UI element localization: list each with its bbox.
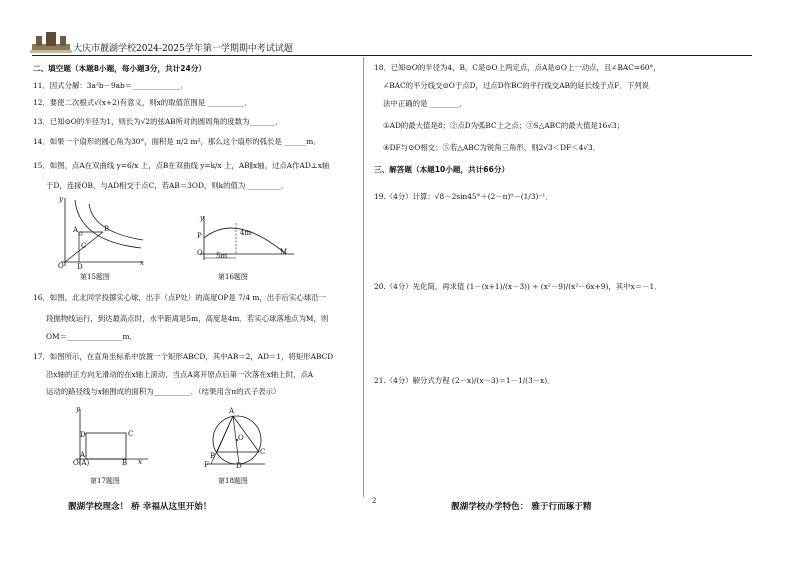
question-18-options-1: ①AD的最大值是8；②点D为弧BC上之点；③S△ABC的最大值是16√3； [383, 121, 625, 130]
figure-16 [196, 214, 296, 264]
question-15-line-1: 15．如图，点A在双曲线 y=6/x 上，点B在双曲线 y=k/x 上，AB∥x轴，过点A作AD⊥x轴 [33, 161, 330, 170]
f16-4m-label: 4m [240, 229, 252, 237]
f15-o-label: O [58, 262, 64, 270]
school-logo-icon [30, 30, 72, 54]
question-16-line-1: 16．如图，北北同学投掷实心球，出手（点P处）的高度OP是 7/4 m，出手后实心球沿一 [33, 293, 326, 302]
f17-y-label: y [76, 405, 80, 413]
question-17-line-1: 17．如图所示，在直角坐标系中放置一个矩形ABCD，其中AB＝2，AD＝1，将矩形ABCD [33, 352, 334, 361]
question-14: 14．如果一个扇形的圆心角为30°，面积是 π/2 m²，那么这个扇形的弧长是 ______m． [33, 137, 321, 146]
footer-left-motto: 靓湖学校理念！ 桥 幸福从这里开始！ [68, 502, 212, 512]
column-divider [363, 57, 364, 497]
footer-right-motto: 靓湖学校办学特色： 雅于行而琢于精 [451, 502, 592, 512]
question-13: 13．已知⊙O的半径为1，则长为√2的弦AB所对的圆周角的度数为_______． [33, 117, 283, 126]
question-16-line-3: OM＝_______________m． [46, 332, 137, 341]
f18-d-label: D [236, 462, 242, 470]
question-18-line-2: ∠BAC的平分线交⊙O于点D，过点D作BC的平行线交AB的延长线于点F．下列说 [383, 81, 649, 90]
caption-figure-15: 第15题图 [80, 273, 110, 281]
f16-m-label: M [280, 248, 288, 256]
header-rule [32, 55, 752, 56]
caption-figure-16: 第16题图 [218, 273, 248, 281]
f16-o-label: O [197, 249, 203, 257]
question-19: 19.（4分）计算：√8－2sin45°＋(2－π)⁰－(1/3)⁻¹． [374, 192, 553, 201]
f15-d-label: D [77, 263, 83, 271]
question-15-line-2: 于D，连接OB，与AD相交于点C，若AB＝3OD，则k的值为 _________． [46, 181, 289, 190]
question-21: 21.（4分）解分式方程 (2－x)/(x－3)＝1－1/(3－x)． [374, 376, 555, 385]
f17-a-label: A [80, 451, 86, 459]
f17-x-label: x [138, 458, 142, 466]
f15-b-label: B [104, 225, 110, 233]
f16-p-label: P [197, 232, 202, 240]
question-11: 11．因式分解：3a²b－9ab＝_____________． [33, 81, 188, 90]
f17-c-label: C [128, 430, 134, 438]
f15-x-label: x [140, 259, 144, 267]
section-2-heading: 二、填空题（本题8小题，每小题3分，共计24分） [33, 64, 207, 73]
caption-figure-17: 第17题图 [90, 477, 120, 485]
f15-a-label: A [73, 226, 79, 234]
f18-a-label: A [229, 407, 235, 415]
page-number: 2 [372, 497, 377, 505]
f15-c-label: C [81, 242, 87, 250]
exam-title: 大庆市靓湖学校2024-2025学年第一学期期中考试试题 [73, 44, 293, 54]
section-3-heading: 三、解答题（本题10小题，共计66分） [374, 165, 510, 174]
f17-d-label: D [80, 431, 86, 439]
question-12: 12．要使二次根式√(x+2)有意义，则x的取值范围是 __________． [33, 98, 252, 107]
f17-oa-label: O(A) [73, 459, 90, 467]
question-16-line-2: 段抛物线运行，到达最高点时，水平距离是5m，高度是4m．若实心球落地点为M，则 [46, 314, 329, 323]
f18-b-label: B [210, 452, 216, 460]
question-18-line-3: 法中正确的是 ________． [383, 99, 467, 108]
figure-15 [55, 196, 145, 268]
f15-y-label: y [59, 195, 63, 203]
question-18-line-1: 18．已知⊙O的半径为4，B，C是⊙O上两定点，点A是⊙O上一动点，且∠BAC=60°， [374, 63, 661, 72]
question-20: 20.（4分）先化简，再求值 (1－(x+1)/(x－3)) ÷ (x²－9)/(x²－6x+9)，其中x＝－1． [374, 282, 662, 291]
question-18-options-2: ④DF与⊙O相交；⑤若△ABC为锐角三角形，则2√3＜DF＜4√3． [383, 143, 601, 152]
question-17-line-2: 沿x轴的正方向无滑动的在x轴上滚动，当点A离开原点后第一次落在x轴上时，点A [46, 370, 314, 379]
f18-c-label: C [260, 448, 266, 456]
f17-b-label: B [122, 459, 128, 467]
caption-figure-18: 第18题图 [218, 477, 248, 485]
f18-f-label: F [204, 461, 209, 469]
f16-y-label: y [200, 214, 204, 222]
question-17-line-3: 运动的路径线与x轴围成的面积为__________．（结果用含π的式子表示） [46, 387, 281, 396]
f18-o-label: O [238, 434, 244, 442]
f16-5m-label: 5m [216, 252, 228, 260]
